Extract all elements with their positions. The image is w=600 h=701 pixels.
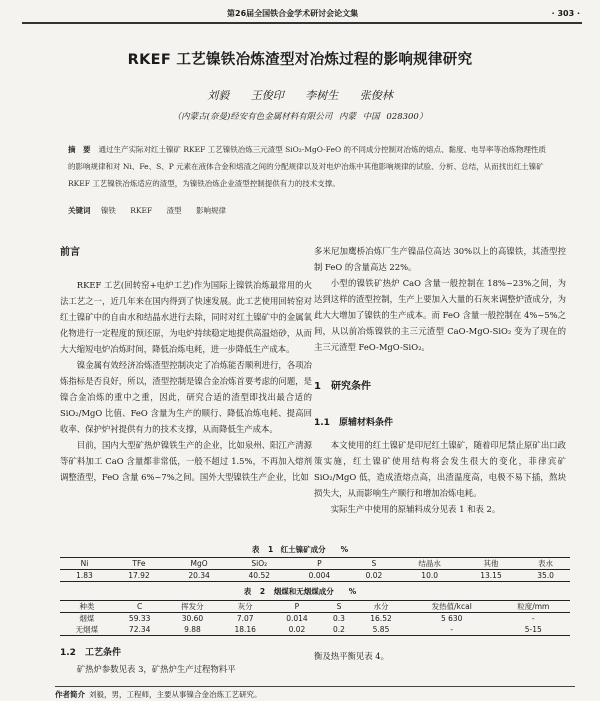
paragraph: 镍金属有效经济冶炼渣型控制决定了冶炼能否顺利进行，各项冶炼指标是否良好，所以，渣型控制是镍合金冶炼首要考虑的问题，是镍合金冶炼的重中之重，因此，研究合适的渣型即找出最合适的 SiO₂/MgO 比值、FeO 含量为生产的顺行、降低冶炼电耗、提高回收率、保护炉衬提供有力的技术支撑，从而降低生产成本。 xyxy=(60,360,312,434)
table-cell: 35.0 xyxy=(537,571,554,580)
keyword: 渣型 xyxy=(166,206,182,215)
table-header: 结晶水 xyxy=(418,559,441,568)
paragraph: 矿热炉参数见表 3，矿热炉生产过程物料平 xyxy=(76,664,236,674)
abstract xyxy=(68,141,546,192)
right-column xyxy=(314,243,566,517)
author-list xyxy=(0,88,600,105)
table-cell: 72.34 xyxy=(128,625,151,634)
table-cell: 17.92 xyxy=(128,571,150,580)
paragraph: 实际生产中使用的原辅料成分见表 1 和表 2。 xyxy=(330,504,501,514)
table-header: TFe xyxy=(132,559,146,568)
section-heading-1-2: 1.2 工艺条件 xyxy=(60,648,121,658)
table-cell: 9.88 xyxy=(184,625,201,634)
table-cell: 40.52 xyxy=(248,571,270,580)
table-cell: - xyxy=(531,614,535,623)
table1-caption: 表 1 红土镍矿成分 % xyxy=(251,545,349,554)
section-heading-1: 1 研究条件 xyxy=(314,381,371,392)
table-cell: - xyxy=(450,625,454,634)
table-header: P xyxy=(294,602,300,611)
paragraph: 目前，国内大型矿热炉镍铁生产的企业，比如泉州、阳江产清源等矿料加工 CaO 含量都非常低，一般不超过 1.5%，不再加入熔剂调整渣型，FeO 含量 6%~7%之间。国外大型镍铁生产企业，比如 xyxy=(60,440,312,482)
keyword: 镍铁 xyxy=(100,206,116,215)
table-header: 粒度/mm xyxy=(517,602,550,611)
table-cell: 7.07 xyxy=(236,614,254,623)
table-cell: 10.0 xyxy=(421,571,438,580)
table1 xyxy=(60,557,570,582)
left-column xyxy=(60,243,312,485)
table-cell: 18.16 xyxy=(234,625,256,634)
table-header-row xyxy=(60,558,570,570)
table-cell: 0.014 xyxy=(286,614,308,623)
table-header-row xyxy=(60,601,570,613)
table-header: MgO xyxy=(190,559,208,568)
table-header: 挥发分 xyxy=(181,602,204,611)
page-number: · 303 · xyxy=(551,9,580,18)
footnote-label: 作者简介 xyxy=(55,690,85,699)
paragraph: 多米尼加鹰桥冶炼厂生产镍品位高达 30%以上的高镍铁，其渣型控制 FeO 的含量高达 22%。 xyxy=(314,246,566,272)
table-cell: 5 630 xyxy=(440,614,463,623)
table-cell: 0.02 xyxy=(365,571,383,580)
section-1-2-continued xyxy=(314,648,566,664)
table-header: 发热值/kcal xyxy=(431,602,472,611)
table-cell: 5.85 xyxy=(372,625,390,634)
table-row xyxy=(60,570,570,582)
section-heading-preface: 前言 xyxy=(60,247,80,258)
keyword: 影响规律 xyxy=(196,206,226,215)
journal-title: 第26届全国铁合金学术研讨会论文集 xyxy=(227,9,359,18)
table-row xyxy=(60,624,570,636)
table-header: P xyxy=(317,559,322,568)
table-cell: 59.33 xyxy=(128,614,151,623)
abstract-label: 摘 要 xyxy=(68,145,91,154)
table-cell: 0.2 xyxy=(333,625,345,634)
table-cell: 无烟煤 xyxy=(75,625,99,634)
table-cell: 5-15 xyxy=(524,625,542,634)
author: 刘毅 xyxy=(207,89,230,102)
table-header: Ni xyxy=(80,559,89,568)
table-cell: 0.3 xyxy=(333,614,345,623)
abstract-text: 通过生产实际对红土镍矿 RKEF 工艺镍铁冶炼三元渣型 SiO₂-MgO-FeO 的不同成分控制对冶炼的熔点、黏度、电导率等冶炼物理性质的影响规律和对 Ni、Fe、S、P 元素在液体合金和熔渣之间的分配规律以及对电炉冶炼中其他影响规律的试验、分析、总结，从而找出红土镍矿 RKEF 工艺镍铁冶炼适应的渣型，为镍铁冶炼企业渣型控制提供有力的技术支撑。 xyxy=(68,145,547,188)
footnote-text: 刘毅，男，工程师，主要从事镍合金冶炼工艺研究。 xyxy=(89,690,262,699)
table-header: 其他 xyxy=(483,559,499,568)
section-1-2 xyxy=(60,645,312,677)
paragraph: 小型的镍铁矿热炉 CaO 含量一般控制在 18%~23%之间，为达到这样的渣型控制，生产上要加入大量的石灰来调整炉渣成分，为此大大增加了镍铁的生产成本。而 FeO 含量一般控制在 4%~5%之间，从以前冶炼镍铁的主三元渣型 CaO-MgO-SiO₂ 变为了现在的主三元渣型 FeO-MgO-SiO₂。 xyxy=(314,278,566,352)
running-header xyxy=(22,6,582,24)
table-header: 灰分 xyxy=(237,602,253,611)
paper-title: RKEF 工艺镍铁冶炼渣型对冶炼过程的影响规律研究 xyxy=(127,52,473,68)
author: 张俊林 xyxy=(359,89,393,102)
keyword: RKEF xyxy=(130,206,153,215)
author: 王俊印 xyxy=(250,89,284,102)
table-header: 水分 xyxy=(373,602,389,611)
section-heading-1-1: 1.1 原辅材料条件 xyxy=(314,418,393,428)
table-header: S xyxy=(336,602,342,611)
author-footnote xyxy=(55,686,575,700)
table-cell: 20.34 xyxy=(188,571,210,580)
paragraph: RKEF 工艺(回转窑+电炉工艺)作为国际上镍铁冶炼最常用的火法工艺之一，近几年来在国内得到了快速发展。此工艺使用回转窑对红土镍矿中的自由水和结晶水进行去除，同时对红土镍矿中的金属氧化物进行一定程度的预还原，为电炉持续稳定地提供高温焙砂，从而大大缩短电炉冶炼时间，降低冶炼电耗，进一步降低生产成本。 xyxy=(60,280,312,354)
table2-caption: 表 2 烟煤和无烟煤成分 % xyxy=(243,587,357,596)
table-header: 表水 xyxy=(538,559,554,568)
table-cell: 13.15 xyxy=(480,571,502,580)
table-cell: 16.52 xyxy=(370,614,392,623)
affiliation: （内蒙古(奈曼)经安有色金属材料有限公司 内蒙 中国 028300） xyxy=(172,112,428,122)
table-cell: 0.004 xyxy=(308,571,331,580)
table-row xyxy=(60,613,570,625)
table-header: C xyxy=(137,602,143,611)
table-cell: 1.83 xyxy=(76,571,93,580)
table-header: 种类 xyxy=(79,602,95,611)
author: 李树生 xyxy=(305,89,339,102)
table-cell: 30.60 xyxy=(181,614,204,623)
table2 xyxy=(60,600,570,636)
paragraph: 本文使用的红土镍矿是印尼红土镍矿，随着印尼禁止原矿出口政策实施，红土镍矿使用结构将会发生很大的变化，菲律宾矿 SiO₂/MgO 低，造成渣熔点高，出渣温度高，电极不易下插，熬块损失大，从而影响生产顺行和增加冶炼电耗。 xyxy=(314,440,566,498)
keywords-label: 关键词 xyxy=(68,206,91,215)
paragraph: 衡及热平衡见表 4。 xyxy=(314,651,389,661)
table-header: S xyxy=(371,559,377,568)
table-header: SiO₂ xyxy=(251,559,268,568)
keywords xyxy=(68,205,546,216)
table-cell: 0.02 xyxy=(288,625,306,634)
table-cell: 烟煤 xyxy=(79,614,95,623)
